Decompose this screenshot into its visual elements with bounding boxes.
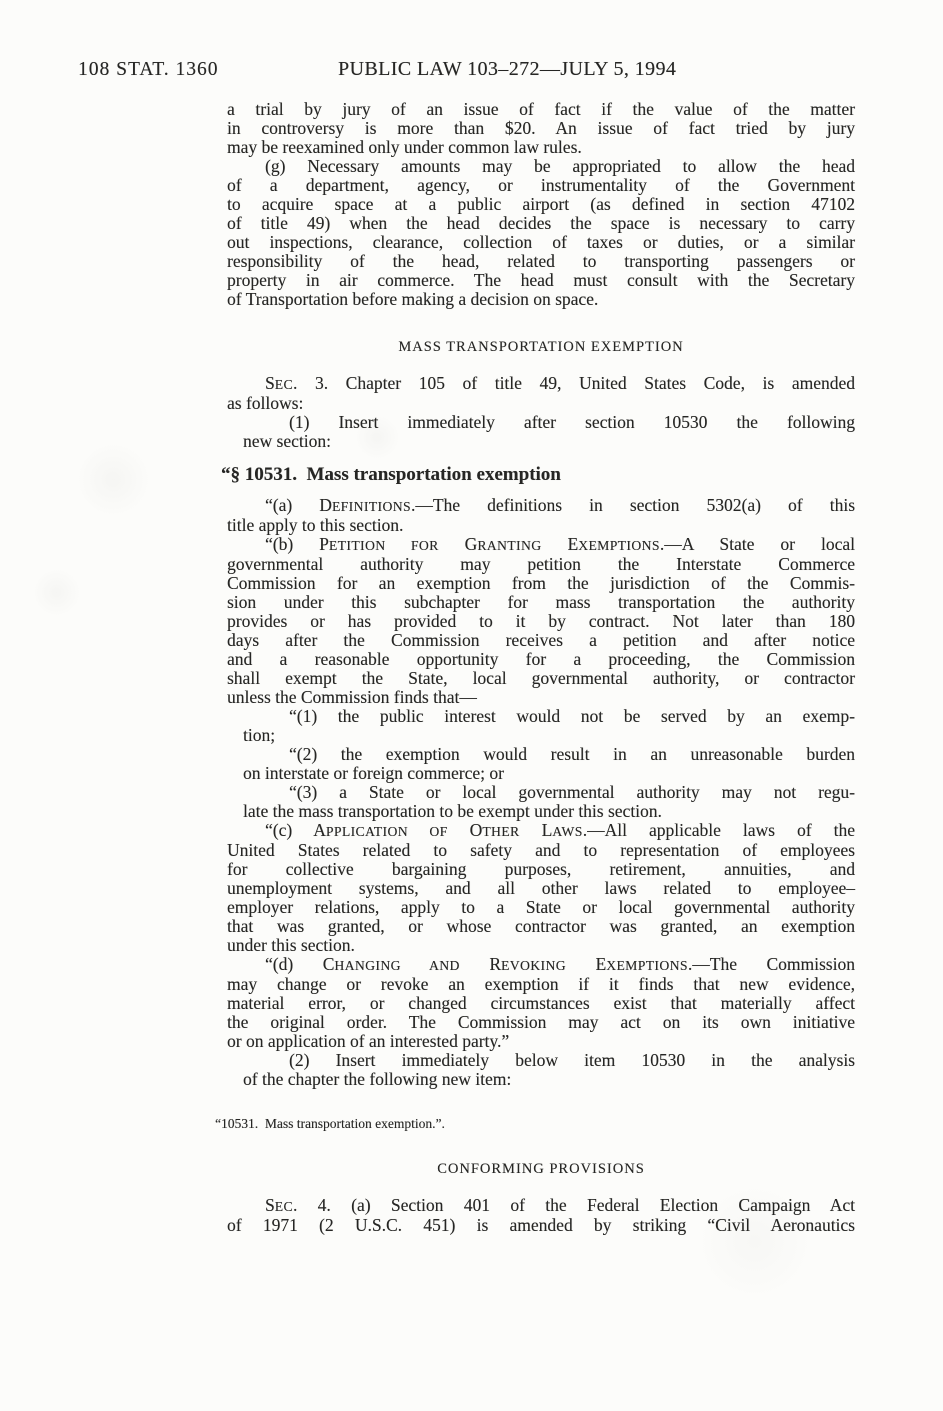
text-line: unemployment systems, and all other laws related to employee–	[227, 878, 855, 898]
small-caps-text: EVOKING	[501, 958, 566, 973]
small-caps-text: AWS	[552, 824, 583, 839]
text-line: (g) Necessary amounts may be appropriated to allow the head	[265, 156, 855, 176]
paragraph	[227, 745, 855, 783]
text-line: unless the Commission finds that—	[227, 687, 477, 707]
text-line: new section:	[243, 431, 331, 451]
paragraph	[227, 1196, 855, 1235]
paragraph	[227, 374, 855, 413]
text-line: (2) Insert immediately below item 10530 in the analysis	[289, 1050, 855, 1070]
text-line: Commission for an exemption from the jurisdiction of the Commis-	[227, 573, 855, 593]
small-caps-text: EC	[274, 1199, 293, 1214]
text-line: material error, or changed circumstances exist that materially affect	[227, 993, 855, 1013]
text-line: “(b) PETITION FOR GRANTING EXEMPTIONS.—A State or local	[265, 534, 855, 554]
small-caps-text: PPLICATION OF	[325, 824, 448, 839]
text-line: “(d) CHANGING AND REVOKING EXEMPTIONS.—The Commission	[265, 954, 855, 974]
analysis-item: “10531. Mass transportation exemption.”.	[215, 1116, 445, 1131]
text-line: the original order. The Commission may act on its own initiative	[227, 1012, 855, 1032]
text-line: SEC. 4. (a) Section 401 of the Federal Election Campaign Act	[265, 1195, 855, 1215]
text-line: out inspections, clearance, collection of taxes or duties, or a similar	[227, 232, 855, 252]
text-line: as follows:	[227, 393, 304, 413]
text-line: sion under this subchapter for mass transportation the authority	[227, 592, 855, 612]
document-body	[215, 99, 855, 1235]
paragraph	[227, 413, 855, 451]
text-line: of 1971 (2 U.S.C. 451) is amended by striking “Civil Aeronautics	[227, 1215, 855, 1235]
text-line: responsibility of the head, related to transporting passengers or	[227, 251, 855, 271]
paragraph	[227, 496, 855, 535]
text-line: provides or has provided to it by contract. Not later than 180	[227, 611, 855, 631]
text-line: or on application of an interested party.”	[227, 1031, 510, 1051]
text-line: of title 49) when the head decides the space is necessary to carry	[227, 213, 855, 233]
text-line: tion;	[243, 725, 276, 745]
text-line: late the mass transportation to be exempt under this section.	[243, 801, 662, 821]
text-line: a trial by jury of an issue of fact if the value of the matter	[227, 99, 855, 119]
text-line: shall exempt the State, local governmental authority, or contractor	[227, 668, 855, 688]
paragraph	[227, 157, 855, 309]
section-heading: CONFORMING PROVISIONS	[437, 1161, 645, 1177]
paragraph	[227, 821, 855, 955]
paragraph	[227, 783, 855, 821]
text-line: employer relations, apply to a State or local governmental authority	[227, 897, 855, 917]
text-line: “(c) APPLICATION OF OTHER LAWS.—All applicable laws of the	[265, 820, 855, 840]
paragraph	[227, 1051, 855, 1089]
text-line: that was granted, or whose contractor was granted, an exemption	[227, 916, 855, 936]
paragraph	[227, 955, 855, 1051]
text-line: may change or revoke an exemption if it finds that new evidence,	[227, 974, 855, 994]
text-line: of the chapter the following new item:	[243, 1069, 512, 1089]
statute-page-number: 108 STAT. 1360	[78, 59, 219, 80]
text-line: of Transportation before making a decision on space.	[227, 289, 599, 309]
paragraph	[227, 100, 855, 157]
text-line: “(1) the public interest would not be served by an exemp-	[289, 706, 855, 726]
text-line: title apply to this section.	[227, 515, 404, 535]
text-line: United States related to safety and to representation of employees	[227, 840, 855, 860]
paragraph	[227, 707, 855, 745]
small-caps-text: XEMPTIONS	[578, 538, 660, 553]
text-line: “(2) the exemption would result in an unreasonable burden	[289, 744, 855, 764]
text-line: (1) Insert immediately after section 10530 the following	[289, 412, 855, 432]
text-line: “(3) a State or local governmental authority may not regu-	[289, 782, 855, 802]
law-title: PUBLIC LAW 103–272—JULY 5, 1994	[338, 58, 677, 80]
text-line: days after the Commission receives a petition and after notice	[227, 630, 855, 650]
text-line: to acquire space at a public airport (as defined in section 47102	[227, 194, 855, 214]
text-line: “(a) DEFINITIONS.—The definitions in section 5302(a) of this	[265, 495, 855, 515]
small-caps-text: ETITION FOR	[328, 538, 439, 553]
text-line: may be reexamined only under common law rules.	[227, 137, 582, 157]
text-line: governmental authority may petition the Interstate Commerce	[227, 554, 855, 574]
text-line: of a department, agency, or instrumentality of the Government	[227, 175, 855, 195]
small-caps-text: THER	[482, 824, 520, 839]
text-line: and a reasonable opportunity for a proceeding, the Commission	[227, 649, 855, 669]
text-line: on interstate or foreign commerce; or	[243, 763, 504, 783]
small-caps-text: EFINITIONS	[331, 499, 411, 514]
section-heading: MASS TRANSPORTATION EXEMPTION	[398, 339, 684, 355]
small-caps-text: RANTING	[477, 538, 542, 553]
statute-section-heading: “§ 10531. Mass transportation exemption	[221, 464, 561, 485]
text-line: for collective bargaining purposes, retirement, annuities, and	[227, 859, 855, 879]
text-line: property in air commerce. The head must consult with the Secretary	[227, 270, 855, 290]
small-caps-text: EC	[274, 377, 293, 392]
text-line: in controversy is more than $20. An issue of fact tried by jury	[227, 118, 855, 138]
text-line: SEC. 3. Chapter 105 of title 49, United States Code, is amended	[265, 373, 855, 393]
paragraph	[227, 535, 855, 707]
small-caps-text: XEMPTIONS	[606, 958, 688, 973]
small-caps-text: HANGING AND	[334, 958, 460, 973]
text-line: under this section.	[227, 935, 355, 955]
